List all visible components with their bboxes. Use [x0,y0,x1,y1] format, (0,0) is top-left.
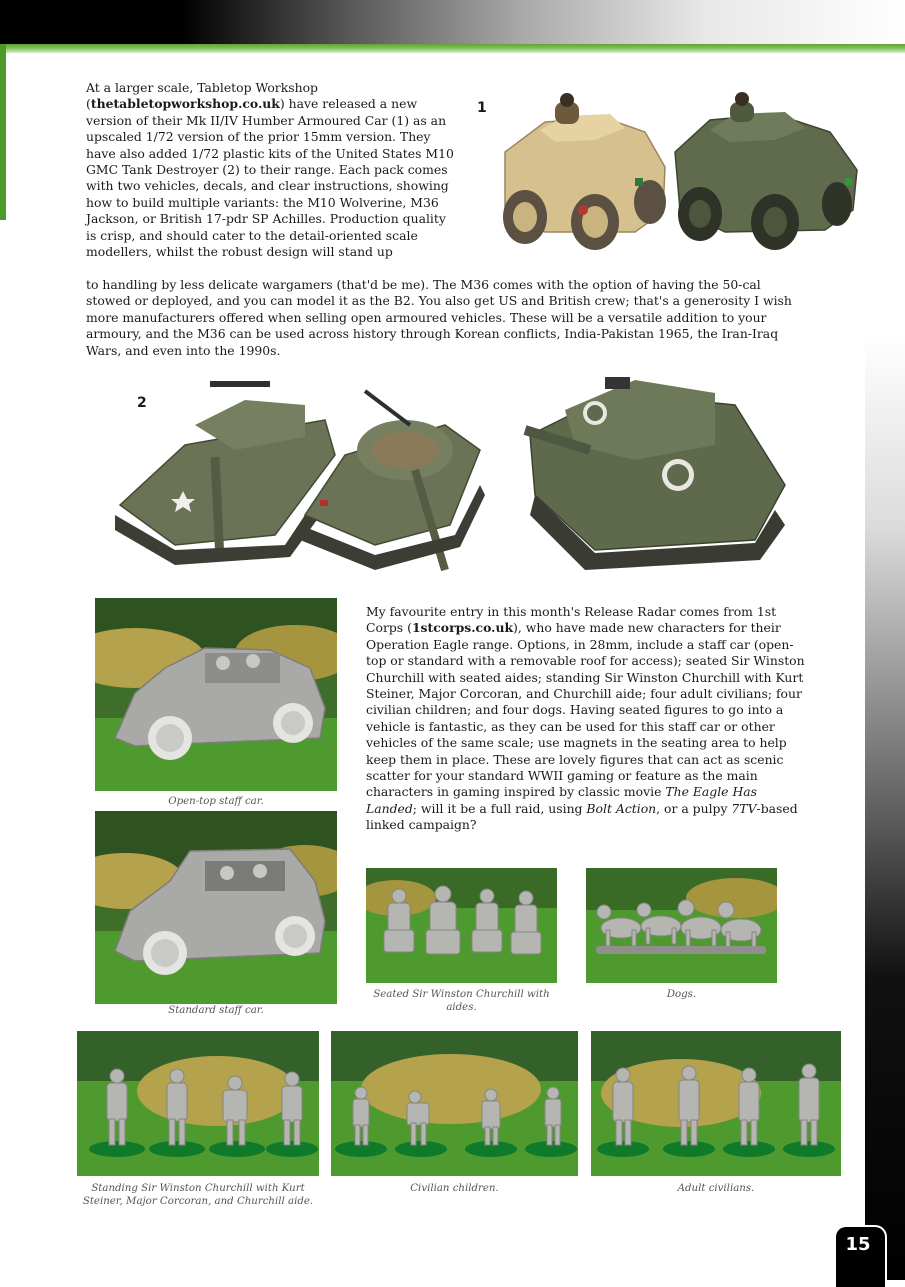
article1-paragraph-top [86,80,456,260]
text-run: At a larger scale, Tabletop Workshop ( [86,80,318,112]
caption-standing: Standing Sir Winston Churchill with Kurt Steiner, Major Corcoran, and Churchill aide. [82,1183,314,1207]
movie-title: The Eagle Has Landed [366,784,758,816]
caption-children: Civilian children. [410,1183,499,1194]
tan-armoured-car [503,93,666,250]
adult-civilians-photo [591,1031,841,1176]
page-number: 15 [845,1234,871,1255]
text-run: , or a pulpy [656,800,732,816]
text-run: My favourite entry in this month's Release Radar comes from 1st Corps ( [366,604,777,636]
article1-paragraph-bottom [86,277,808,359]
top-banner [0,0,905,44]
m10-tank-middle [300,391,485,570]
website-link-tabletopworkshop[interactable]: thetabletopworkshop.co.uk [90,96,280,112]
open-top-staff-car-photo [95,598,337,791]
game-title-bolt-action: Bolt Action [586,800,657,816]
standard-staff-car-photo [95,811,337,1004]
text-run: to handling by less delicate wargamers (that'd be me). The M36 comes with the option of having the 50-cal stowed or deployed, and you can model it as the B2. You also get US and British crew; that's a generosity I wish more manufacturers offered when selling open armoured vehicles. These will be a versatile addition to your armoury, and the M36 can be used across history through Korean conflicts, India-Pakistan 1965, the Iran-Iraq Wars, and even into the 1990s. [86,277,792,358]
header-green-rule [0,44,905,53]
caption-adults: Adult civilians. [677,1183,755,1194]
civilian-children-photo [331,1031,578,1176]
m10-tank-destroyers-photo [115,375,795,580]
game-title-7tv: 7TV [731,800,757,816]
left-green-bar [0,44,6,220]
dogs-photo [586,868,777,983]
text-run: ) have released a new version of their Mk II/IV Humber Armoured Car (1) as an upscaled 1/72 version of the prior 15mm version. They have also added 1/72 plastic kits of the United States M10 GMC Tank Destroyer (2) to their range. Each pack comes with two vehicles, decals, and clear instructions, showing how to build multiple variants: the M10 Wolverine, M36 Jackson, or British 17-pdr SP Achilles. Production quality is crisp, and should cater to the detail-oriented scale modellers, whilst the robust design will stand up [86,96,454,260]
article2-paragraph [366,604,811,834]
text-run: -based linked campaign? [366,800,798,833]
text-run: ), who have made new characters for their Operation Eagle range. Options, in 28mm, include a staff car (open-top or standard with a removable roof for access); seated Sir Winston Churchill with seated aides; standing Sir Winston Churchill with Kurt Steiner, Major Corcoran, and Churchill aide; four adult civilians; four civilian children; and four dogs. Having seated figures to go into a vehicle is fantastic, as they can be used for this staff car or other vehicles of the same scale; use magnets in the seating area to help keep them in place. These are lovely figures that can act as scenic scatter for your standard WWII gaming or feature as the main characters in gaming inspired by classic movie [366,620,805,800]
caption-dogs: Dogs. [666,989,697,1000]
caption-standard: Standard staff car. [168,1005,264,1016]
figure-number-2: 2 [137,395,147,411]
figure-number-1: 1 [477,100,487,116]
right-edge-gradient [865,335,905,1280]
green-armoured-car [675,92,857,250]
m10-tank-right [525,377,785,570]
seated-churchill-photo [366,868,557,983]
caption-seated: Seated Sir Winston Churchill with aides. [373,989,550,1013]
humber-armoured-cars-photo [485,92,865,254]
website-link-1stcorps[interactable]: 1stcorps.co.uk [411,620,514,636]
text-run: ; will it be a full raid, using [412,800,587,816]
caption-open-top: Open-top staff car. [168,796,264,807]
standing-churchill-photo [77,1031,319,1176]
